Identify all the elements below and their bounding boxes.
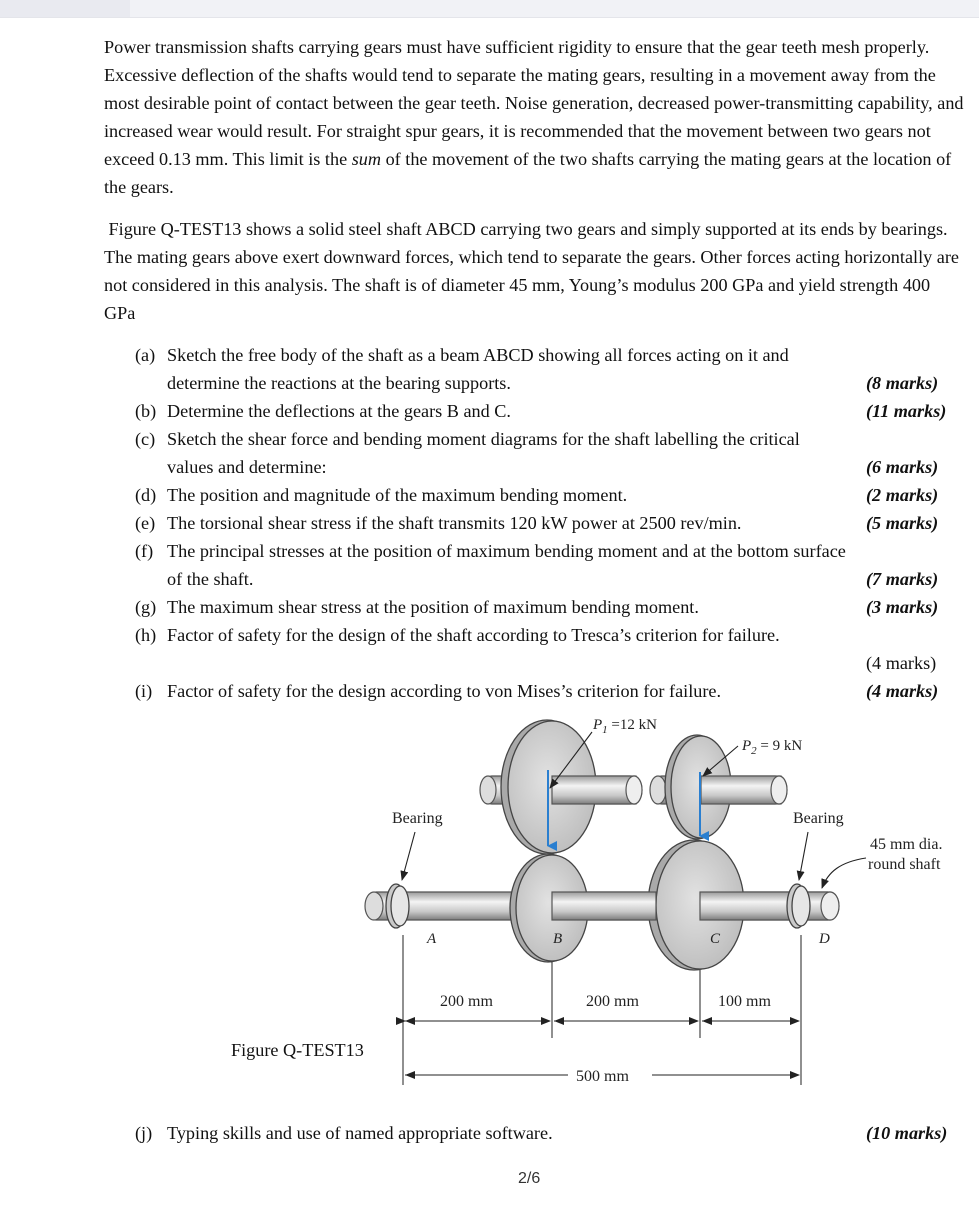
- bearing-left: [386, 884, 409, 928]
- question-letter: (g): [135, 597, 157, 617]
- bearing-right-label: Bearing: [793, 810, 844, 827]
- upper-shaft-front-left: [552, 776, 636, 804]
- question-marks: (6 marks): [866, 457, 939, 477]
- question-letter: (c): [135, 429, 156, 449]
- intro-text-part1: Power transmission shafts carrying gears must have sufficient rigidity to ensure that the gear teeth mesh properly. Excessive deflection of the shafts would tend to separate the mating gears, resulting in a movement away from the most desirable point of contact between the gear teeth. Noise generation, decreased power-transmitting capability, and increased wear would result. For straight spur gears, it is recommended that the movement between two gears not exceed 0.13 mm. This limit is the: [104, 37, 964, 169]
- bearing-left-leader: [402, 832, 415, 880]
- question-text: Typing skills and use of named appropriate software.: [167, 1123, 553, 1143]
- question-letter: (i): [135, 681, 153, 701]
- dim-cd-label: 100 mm: [718, 993, 771, 1010]
- dim-total-label: 500 mm: [576, 1068, 629, 1085]
- bearing-right: [787, 884, 810, 928]
- shaft-note-line2: round shaft: [868, 856, 941, 873]
- point-c-label: C: [710, 931, 721, 947]
- question-text: The position and magnitude of the maximum bending moment.: [167, 485, 628, 505]
- intro-paragraph: [104, 33, 964, 201]
- question-text: values and determine:: [167, 457, 327, 477]
- question-letter: (a): [135, 345, 156, 365]
- page-number: 2/6: [518, 1170, 541, 1187]
- question-letter: (e): [135, 513, 156, 533]
- bearing-right-leader: [799, 832, 808, 880]
- intro-text-part2: of the movement of the two shafts carrying the mating gears at the location of the gears.: [104, 149, 952, 197]
- question-text: The principal stresses at the position of maximum bending moment and at the bottom surface: [167, 541, 846, 561]
- question-marks: (4 marks): [866, 653, 937, 673]
- question-text: determine the reactions at the bearing supports.: [167, 373, 511, 393]
- figure-description-paragraph: Figure Q-TEST13 shows a solid steel shaft ABCD carrying two gears and simply supported at its ends by bearings. The mating gears above exert downward forces, which tend to separate the gears. Other forces acting horizontally are not considered in this analysis. The shaft is of diameter 45 mm, Young’s modulus 200 GPa and yield strength 400 GPa: [104, 219, 964, 323]
- figure-caption: Figure Q-TEST13: [231, 1040, 364, 1060]
- viewer-top-bar: [0, 0, 979, 18]
- question-text: Determine the deflections at the gears B and C.: [167, 401, 511, 421]
- question-marks: (2 marks): [866, 485, 939, 505]
- point-a-label: A: [427, 931, 437, 947]
- point-b-label: B: [553, 931, 563, 947]
- question-marks: (3 marks): [866, 597, 939, 617]
- p2-label: $P_2 = 9$ kN: [742, 738, 803, 757]
- upper-shaft-front-right: [701, 776, 781, 804]
- question-marks: (4 marks): [866, 681, 939, 701]
- question-text: Factor of safety for the design of the shaft according to Tresca’s criterion for failure.: [167, 625, 780, 645]
- question-marks: (5 marks): [866, 513, 939, 533]
- question-letter: (f): [135, 541, 154, 561]
- bearing-left-label: Bearing: [392, 810, 443, 827]
- shaft-segment-bc: [552, 892, 656, 920]
- question-marks: (11 marks): [866, 401, 947, 421]
- question-letter: (j): [135, 1123, 153, 1143]
- dim-ab-label: 200 mm: [440, 993, 493, 1010]
- question-text: Sketch the shear force and bending moment diagrams for the shaft labelling the critical: [167, 429, 800, 449]
- question-text: of the shaft.: [167, 569, 254, 589]
- question-marks: (7 marks): [866, 569, 939, 589]
- intro-text-emphasis: sum: [351, 149, 382, 169]
- dim-bc-label: 200 mm: [586, 993, 639, 1010]
- question-text: The torsional shear stress if the shaft transmits 120 kW power at 2500 rev/min.: [167, 513, 742, 533]
- p1-label: $P_1 =12$ kN: [593, 717, 657, 736]
- point-d-label: D: [819, 931, 830, 947]
- shaft-note-leader: [822, 858, 866, 888]
- question-letter: (b): [135, 401, 157, 421]
- question-marks: (10 marks): [866, 1123, 948, 1143]
- question-text: Factor of safety for the design according to von Mises’s criterion for failure.: [167, 681, 722, 701]
- question-letter: (h): [135, 625, 157, 645]
- viewer-top-bar-tab: [0, 0, 130, 17]
- shaft-note-line1: 45 mm dia.: [870, 836, 943, 853]
- question-text: Sketch the free body of the shaft as a beam ABCD showing all forces acting on it and: [167, 345, 789, 365]
- question-marks: (8 marks): [866, 373, 939, 393]
- question-text: The maximum shear stress at the position of maximum bending moment.: [167, 597, 699, 617]
- question-letter: (d): [135, 485, 157, 505]
- shaft-gear-figure: [0, 700, 979, 1100]
